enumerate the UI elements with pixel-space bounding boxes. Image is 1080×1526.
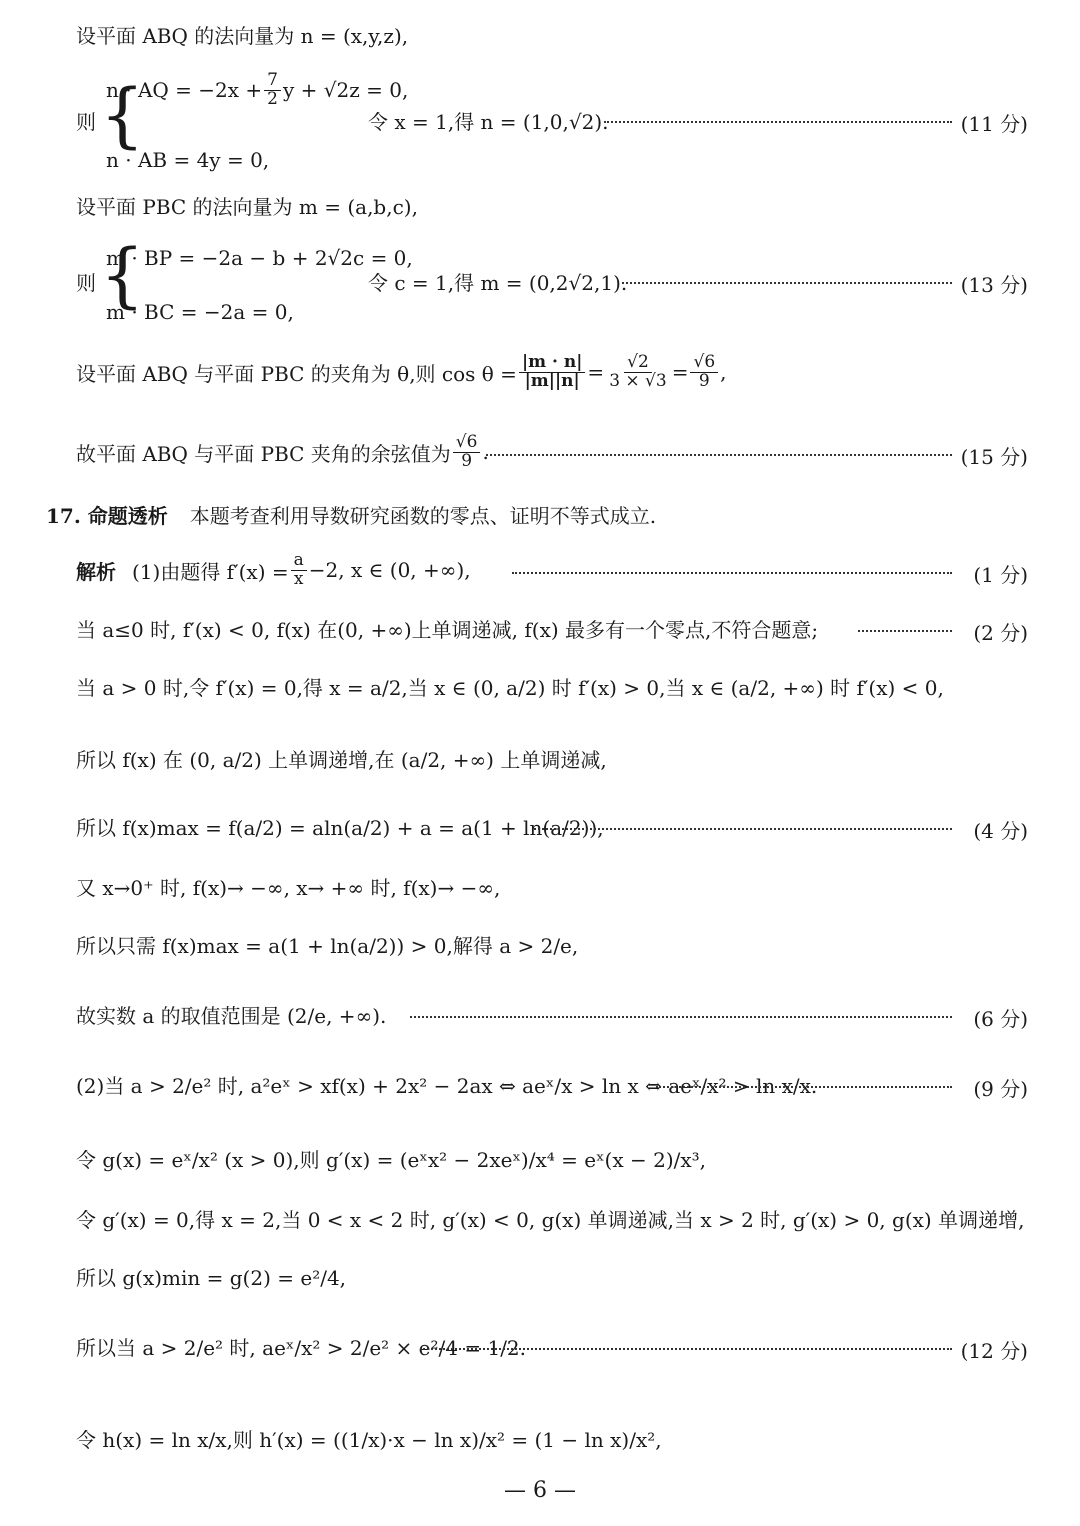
score-leader-13 <box>622 282 952 284</box>
system-brace-2: { <box>100 234 145 316</box>
let-x-1: 令 x = 1,得 n = (1,0,√2). <box>368 109 609 134</box>
score-15: (15 分) <box>960 445 1028 469</box>
line-g-def: 令 g(x) = eˣ/x² (x > 0),则 g′(x) = (eˣx² − 2xeˣ)/x⁴ = eˣ(x − 2)/x³, <box>76 1147 707 1172</box>
score-12: (12 分) <box>960 1339 1028 1363</box>
line-cos-theta: 设平面 ABQ 与平面 PBC 的夹角为 θ,则 cos θ = $\frac{|m \cdot n|}{|m||n|}$ = $\frac{√2}{3 \times √3}$ = $\frac{√6}{9}$ , <box>76 351 727 391</box>
ze-label-1: 则 <box>76 109 96 134</box>
line-limits: 又 x→0⁺ 时, f(x)→ −∞, x→ +∞ 时, f(x)→ −∞, <box>76 875 501 900</box>
eq-m-dot-bp: m · BP = −2a − b + 2√2c = 0, <box>106 246 413 270</box>
line-monotonic: 所以 f(x) 在 (0, a/2) 上单调递增,在 (a/2, +∞) 上单调递减, <box>76 747 607 772</box>
line-bound: 所以当 a > 2/e² 时, aeˣ/x² > 2/e² × e²/4 = 1/2. <box>76 1335 527 1360</box>
line-g-min: 所以 g(x)min = g(2) = e²/4, <box>76 1265 347 1290</box>
line-normal-vector-abq: 设平面 ABQ 的法向量为 n = (x,y,z), <box>76 23 409 48</box>
score-leader-4 <box>534 828 952 830</box>
q17-header: 17. 命题透析 本题考查利用导数研究函数的零点、证明不等式成立. <box>46 503 657 528</box>
score-1: (1 分) <box>973 563 1028 587</box>
score-leader-6 <box>410 1016 952 1018</box>
score-leader-11 <box>604 121 952 123</box>
line-part2: (2)当 a > 2/e² 时, a²eˣ > xf(x) + 2x² − 2ax ⇔ aeˣ/x > ln x ⇔ aeˣ/x² > ln x/x. <box>76 1073 818 1098</box>
score-6: (6 分) <box>973 1007 1028 1031</box>
score-11: (11 分) <box>960 112 1028 136</box>
score-9: (9 分) <box>973 1077 1028 1101</box>
score-leader-12 <box>420 1348 952 1350</box>
score-4: (4 分) <box>973 819 1028 843</box>
frac-answer: $\frac{√6}{9}$ <box>453 434 481 471</box>
score-leader-2 <box>858 630 952 632</box>
score-2: (2 分) <box>973 621 1028 645</box>
line-normal-vector-pbc: 设平面 PBC 的法向量为 m = (a,b,c), <box>76 194 418 219</box>
line-a-nonpositive: 当 a≤0 时, f′(x) < 0, f(x) 在(0, +∞)上单调递减, f(x) 最多有一个零点,不符合题意; <box>76 617 819 642</box>
eq-m-dot-bc: m · BC = −2a = 0, <box>106 300 294 324</box>
line-require: 所以只需 f(x)max = a(1 + ln(a/2)) > 0,解得 a > 2/e, <box>76 933 579 958</box>
let-c-1: 令 c = 1,得 m = (0,2√2,1). <box>368 270 628 295</box>
line-a-positive: 当 a > 0 时,令 f′(x) = 0,得 x = a/2,当 x ∈ (0, a/2) 时 f′(x) > 0,当 x ∈ (a/2, +∞) 时 f′(x) < 0, <box>76 675 944 700</box>
line-h-def: 令 h(x) = ln x/x,则 h′(x) = ((1/x)·x − ln x)/x² = (1 − ln x)/x², <box>76 1427 662 1452</box>
page-number: — 6 — <box>504 1478 576 1503</box>
frac-sqrt2: $\frac{√2}{3 \times √3}$ <box>609 351 667 391</box>
line-cos-conclusion: 故平面 ABQ 与平面 PBC 夹角的余弦值为 $\frac{√6}{9}$ . <box>76 431 489 471</box>
eq-n-dot-ab: n · AB = 4y = 0, <box>106 148 270 172</box>
line-derivative: 解析 (1)由题得 f′(x) = $\frac{a}{x}$ −2, x ∈ (0, +∞), <box>76 549 471 589</box>
frac-sqrt6-9: $\frac{√6}{9}$ <box>690 354 718 391</box>
eq-n-dot-aq: n · AQ = −2x + $\frac{7}{2}$ y + √2z = 0, <box>106 69 409 109</box>
frac-mn: $\frac{|m \cdot n|}{|m||n|}$ <box>519 354 585 391</box>
frac-7-2: $\frac{7}{2}$ <box>264 72 281 109</box>
line-fmax: 所以 f(x)max = f(a/2) = aln(a/2) + a = a(1 + ln(a/2)), <box>76 815 604 840</box>
score-leader-15 <box>486 454 952 456</box>
frac-a-x: $\frac{a}{x}$ <box>291 552 307 589</box>
line-g-monotonic: 令 g′(x) = 0,得 x = 2,当 0 < x < 2 时, g′(x) < 0, g(x) 单调递减,当 x > 2 时, g′(x) > 0, g(x) 单调递增, <box>76 1207 1025 1232</box>
ze-label-2: 则 <box>76 270 96 295</box>
line-range-a: 故实数 a 的取值范围是 (2/e, +∞). <box>76 1003 387 1028</box>
system-brace-1: { <box>100 74 145 156</box>
score-13: (13 分) <box>960 273 1028 297</box>
score-leader-9 <box>656 1086 952 1088</box>
score-leader-1 <box>512 572 952 574</box>
